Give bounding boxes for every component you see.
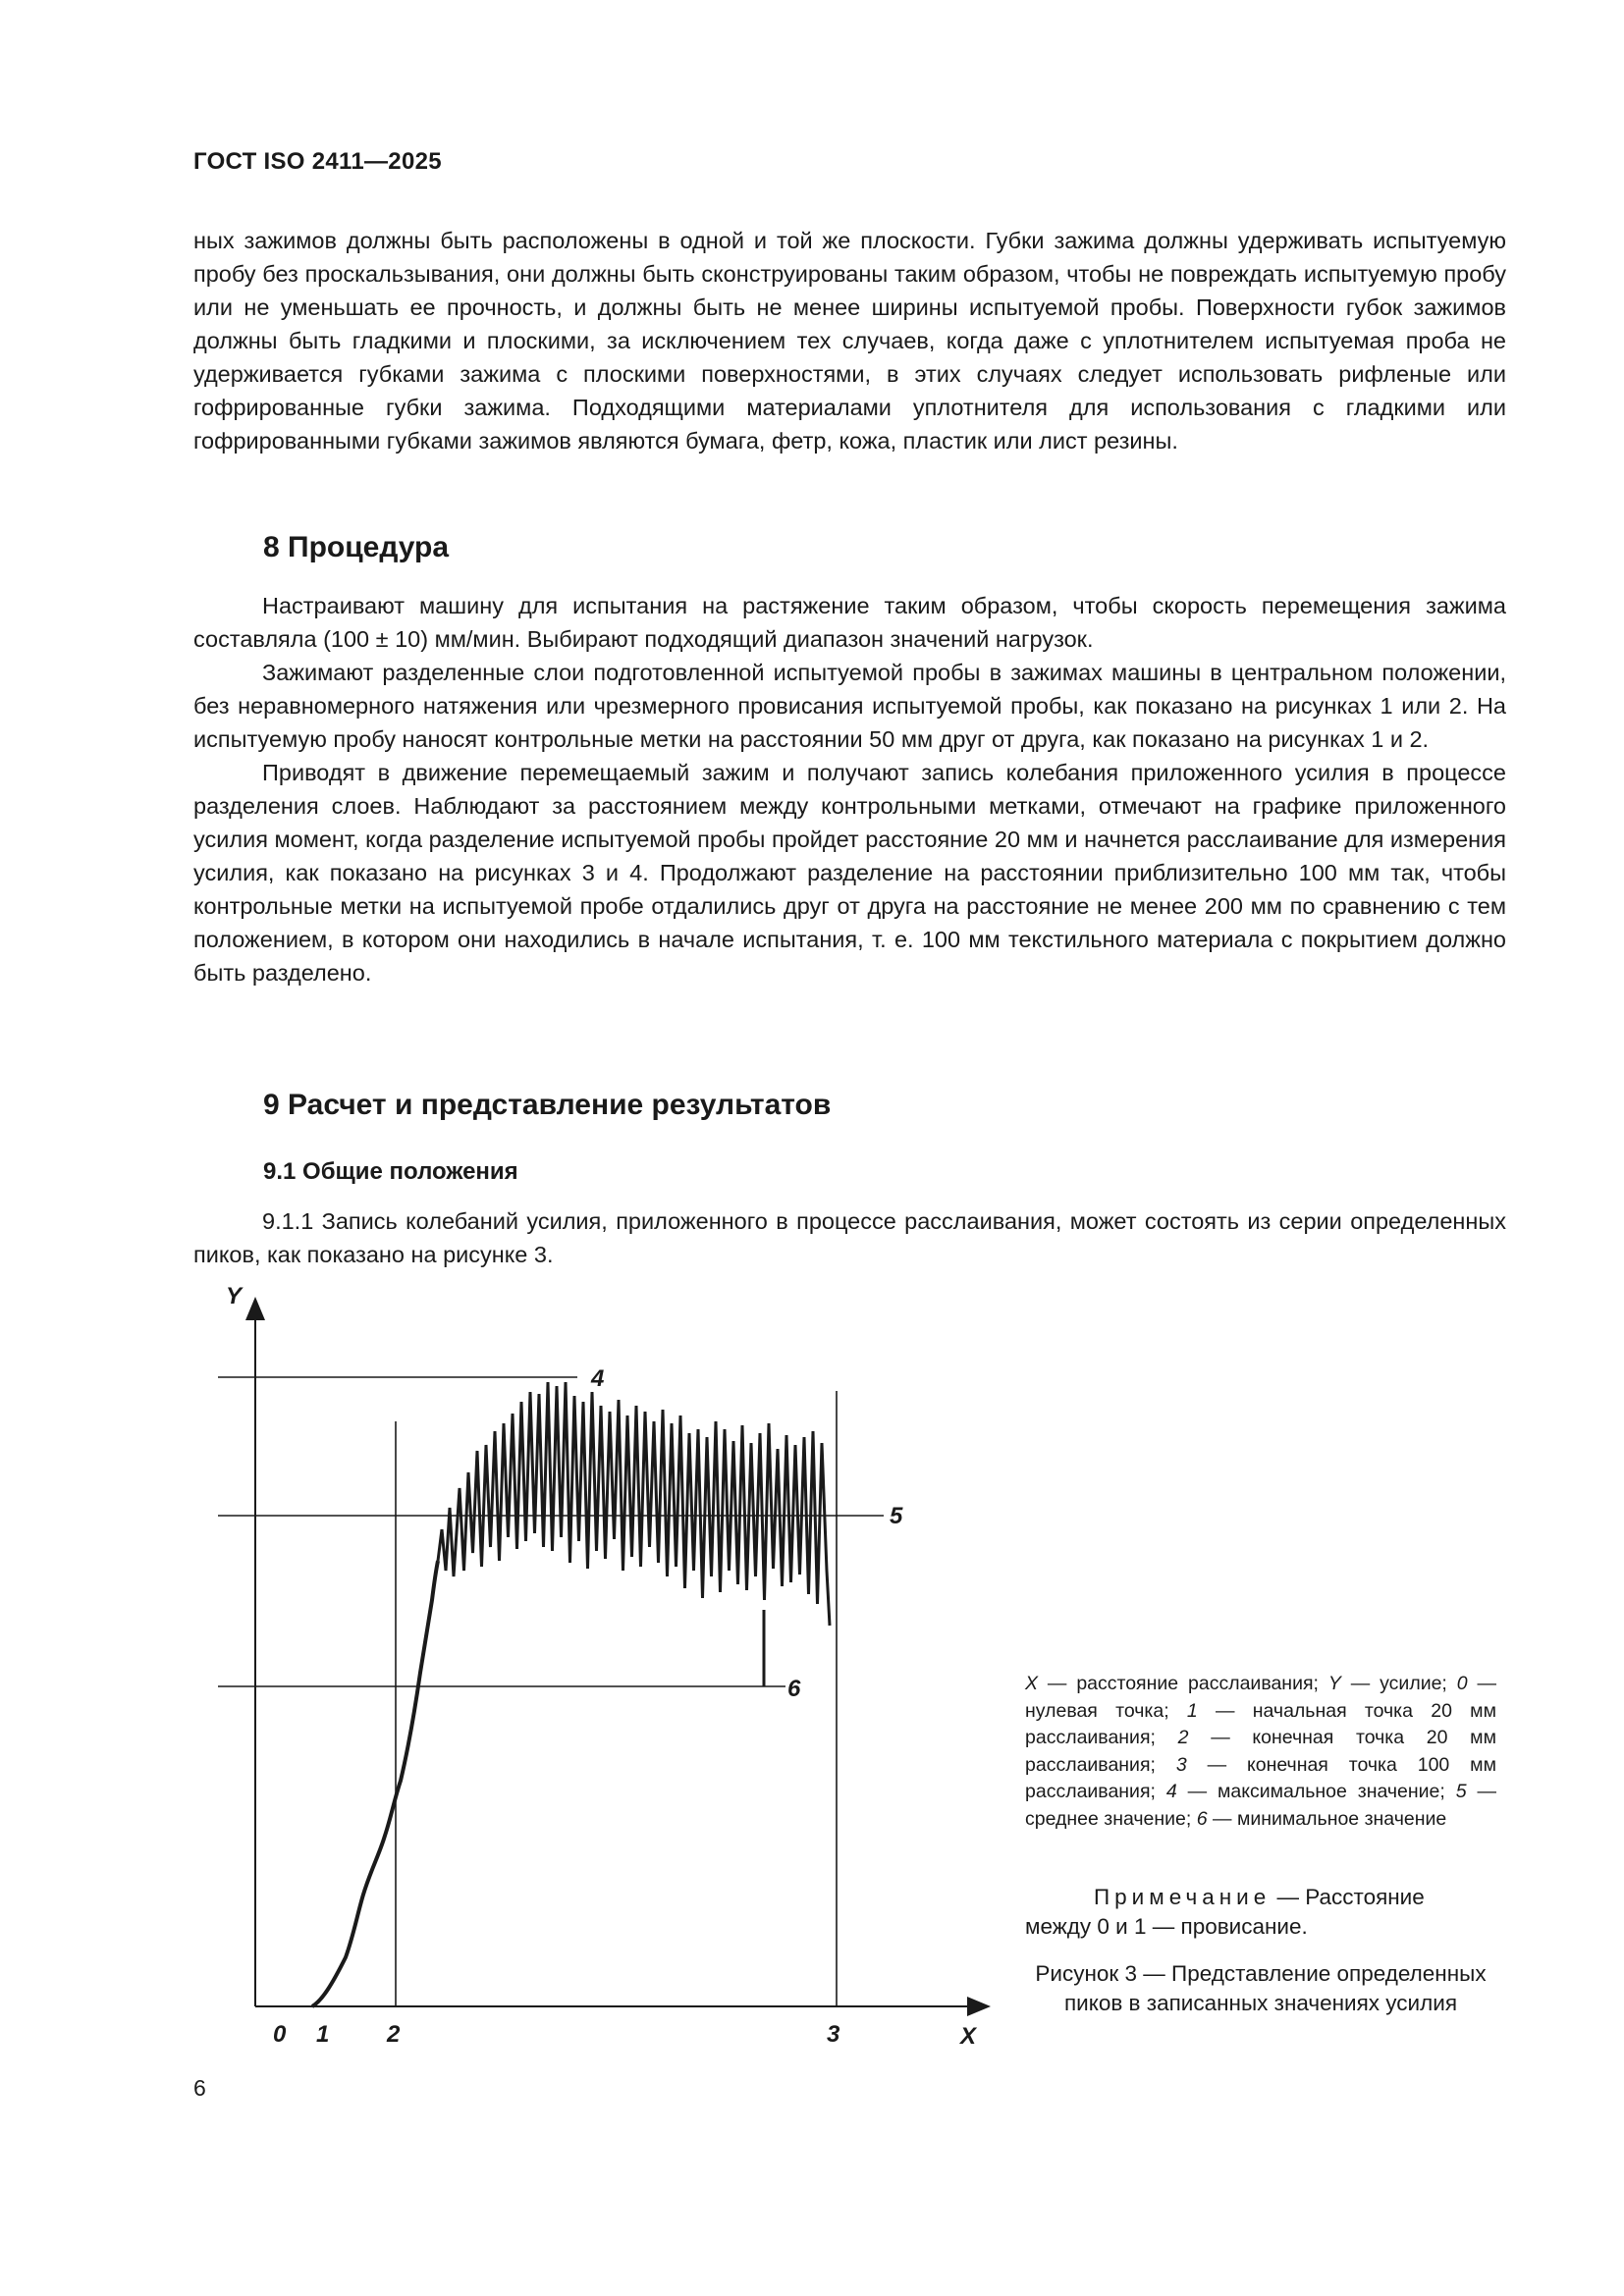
section-8-body <box>193 589 1506 989</box>
section-8-title: 8 Процедура <box>263 531 450 563</box>
figure-legend: X — расстояние расслаивания; Y — усилие; 0 — нулевая точка; 1 — начальная точка 20 мм расслаивания; 2 — конечная точка 20 мм расслаивания; 3 — конечная точка 100 мм расслаивания; 4 — максимальное значение; 5 — среднее значение; 6 — минимальное значение <box>1025 1673 1497 1830</box>
legend-text-1: — расстояние расслаивания; <box>1047 1673 1328 1694</box>
legend-text-7: — минимальное значение <box>1207 1807 1447 1830</box>
figure-note <box>1025 1883 1496 1942</box>
callout-5-label: 5 <box>890 1503 903 1529</box>
legend-text-1b: — усилие; <box>1340 1673 1447 1694</box>
intro-paragraph <box>193 224 1506 457</box>
tick-0-label: 0 <box>273 2021 287 2048</box>
tick-2-label: 2 <box>387 2021 401 2048</box>
section-8-paragraph-2: Зажимают разделенные слои подготовленной испытуемой пробы в зажимах машины в центральном положении, без неравномерного натяжения или чрезмерного провисания испытуемой пробы, как показано на рисунках 1 или 2. На испытуемую пробу наносят контрольные метки на расстоянии 50 мм друг от друга, как показано на рисунках 1 и 2. <box>193 660 1506 752</box>
force-oscillation-trace <box>438 1382 830 1626</box>
note-label: Примечание <box>1094 1885 1272 1909</box>
x-axis-label: X <box>960 2023 977 2050</box>
section-8-paragraph-1: Настраивают машину для испытания на растяжение таким образом, чтобы скорость перемещения зажима составляла (100 ± 10) мм/мин. Выбирают подходящий диапазон значений нагрузок. <box>193 593 1506 652</box>
legend-text-4: — конечная точка 100 мм расслаивания; <box>1025 1753 1496 1802</box>
legend-text-2: — нулевая точка; <box>1025 1673 1497 1722</box>
section-9-1-title: 9.1 Общие положения <box>263 1158 518 1185</box>
document-code: ГОСТ ISO 2411—2025 <box>193 148 442 175</box>
section-9-title: 9 Расчет и представление результатов <box>263 1089 832 1121</box>
page-number: 6 <box>193 2075 206 2101</box>
tick-1-label: 1 <box>316 2021 330 2048</box>
legend-text-5: — максимальное значение; <box>1176 1781 1456 1802</box>
legend-text-3: — конечная точка 20 мм расслаивания; <box>1025 1727 1496 1776</box>
section-9-1-1-paragraph: 9.1.1 Запись колебаний усилия, приложенного в процессе расслаивания, может состоять из серии определенных пиков, как показано на рисунке 3. <box>193 1208 1506 1267</box>
callout-6-label: 6 <box>787 1676 801 1702</box>
tick-3-label: 3 <box>827 2021 840 2048</box>
note-text: — Расстояние между 0 и 1 — провисание. <box>1025 1885 1425 1939</box>
intro-text: ных зажимов должны быть расположены в одной и той же плоскости. Губки зажима должны удерживать испытуемую пробу без проскальзывания, они должны быть сконструированы таким образом, чтобы не повреждать испытуемую пробу или не уменьшать ее прочность, и должны быть не менее ширины испытуемой пробы. Поверхности губок зажимов должны быть гладкими и плоскими, за исключением тех случаев, когда даже с уплотнителем испытуемая проба не удерживается губками зажима с плоскими поверхностями, в этих случаях следует использовать рифленые или гофрированные губки зажима. Подходящими материалами уплотнителя для использования с гладкими или гофрированными губками зажимов являются бумага, фетр, кожа, пластик или лист резины. <box>193 228 1506 454</box>
force-rise-curve <box>312 1561 438 2006</box>
section-8-paragraph-3: Приводят в движение перемещаемый зажим и получают запись колебания приложенного усилия в процессе разделения слоев. Наблюдают за расстоянием между контрольными метками, отмечают на графике приложенного усилия момент, когда разделение испытуемой пробы пройдет расстояние 20 мм и начнется расслаивание для измерения усилия, как показано на рисунках 3 и 4. Продолжают разделение на расстоянии приблизительно 100 мм так, чтобы контрольные метки на испытуемой пробе отдалились друг от друга на расстояние не менее 200 мм по сравнению с тем положением, в котором они находились в начале испытания, т. е. 100 мм текстильного материала с покрытием должно быть разделено. <box>193 760 1506 986</box>
figure-caption: Рисунок 3 — Представление определенных пиков в записанных значениях усилия <box>1035 1961 1487 2015</box>
section-9-body <box>193 1204 1506 1271</box>
legend-text-6: — среднее значение; <box>1025 1781 1496 1830</box>
callout-4-label: 4 <box>591 1365 605 1392</box>
y-axis-label: Y <box>226 1283 243 1309</box>
legend-text-2b: — начальная точка 20 мм расслаивания; <box>1025 1699 1496 1748</box>
figure-3-diagram <box>206 1276 1001 2061</box>
